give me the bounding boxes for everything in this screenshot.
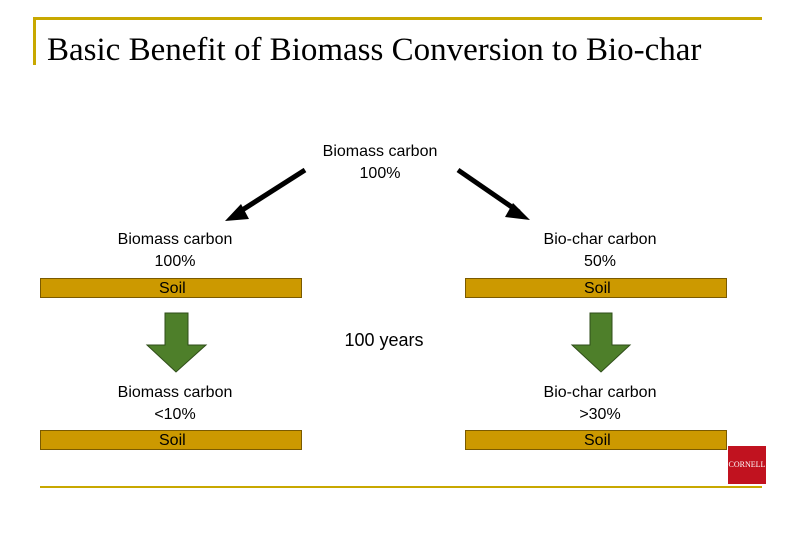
right-start-soil-bar bbox=[465, 278, 727, 298]
right-end-line2: >30% bbox=[579, 406, 621, 423]
right-end-soil-bar bbox=[465, 430, 727, 450]
right-start-label bbox=[480, 229, 720, 273]
bottom-rule bbox=[40, 486, 762, 488]
left-end-line1: Biomass carbon bbox=[117, 384, 233, 401]
left-start-line1: Biomass carbon bbox=[117, 231, 233, 248]
left-end-label bbox=[55, 382, 295, 426]
arrow-diagonal-right bbox=[458, 170, 530, 220]
left-end-soil-label: Soil bbox=[159, 432, 186, 449]
right-end-label bbox=[480, 382, 720, 426]
left-start-label bbox=[55, 229, 295, 273]
right-start-line2: 50% bbox=[583, 253, 617, 270]
top-node-line2: 100% bbox=[359, 165, 401, 182]
arrow-down-right bbox=[572, 313, 630, 372]
left-end-line2: <10% bbox=[154, 406, 196, 423]
left-start-soil-label: Soil bbox=[159, 280, 186, 297]
left-end-soil-bar bbox=[40, 430, 302, 450]
arrow-down-left bbox=[147, 313, 206, 372]
right-end-soil-label: Soil bbox=[584, 432, 611, 449]
right-start-line1: Bio-char carbon bbox=[543, 231, 657, 248]
left-start-soil-bar bbox=[40, 278, 302, 298]
time-label: 100 years bbox=[344, 330, 424, 350]
cornell-logo: CORNELL bbox=[728, 446, 766, 484]
slide-title: Basic Benefit of Biomass Conversion to Bio-char bbox=[47, 32, 702, 68]
right-start-soil-label: Soil bbox=[584, 280, 611, 297]
right-end-line1: Bio-char carbon bbox=[543, 384, 657, 401]
top-node-line1: Biomass carbon bbox=[322, 143, 438, 160]
left-start-line2: 100% bbox=[154, 253, 196, 270]
arrow-diagonal-left bbox=[225, 170, 305, 221]
